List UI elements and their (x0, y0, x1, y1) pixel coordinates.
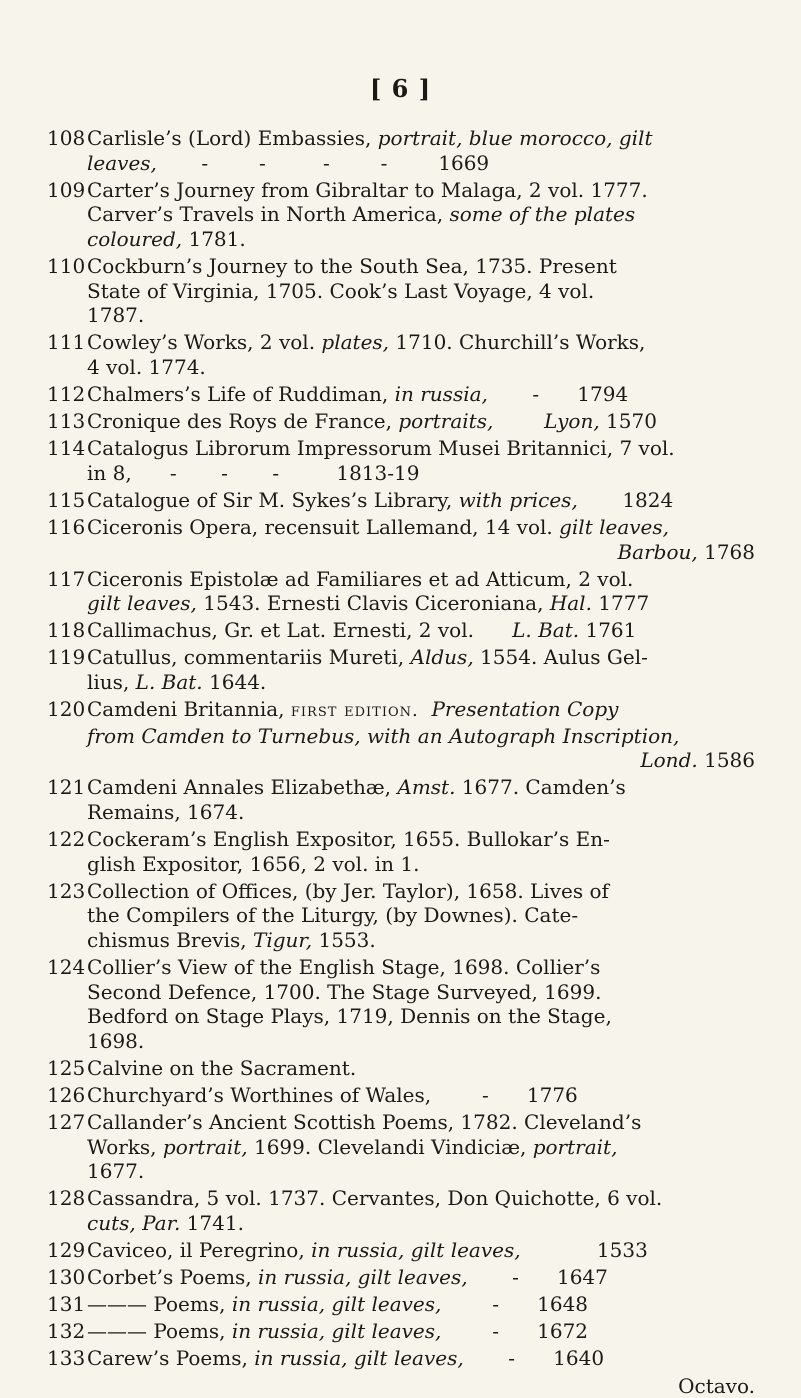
catalogue-entry (47, 645, 755, 694)
italic-text: leaves, (87, 150, 157, 175)
lot-number: 111 (47, 330, 86, 355)
entry-line (87, 724, 755, 749)
entry-text: Cockburn’s Journey to the South Sea, 1735. Present (87, 253, 617, 278)
entry-text: Remains, 1674. (87, 799, 245, 824)
entry-line (87, 279, 755, 304)
entry-line (87, 355, 755, 380)
entry-description (87, 1110, 755, 1184)
entry-line (87, 1319, 755, 1344)
catalogue-entry (47, 1346, 755, 1371)
italic-text: gilt leaves, (559, 514, 670, 539)
lot-number: 131 (47, 1292, 86, 1317)
catalogue-entry (47, 330, 755, 379)
entry-text: first edition. (290, 700, 419, 722)
italic-text: Lyon, (544, 409, 600, 434)
entry-text: chismus Brevis, (87, 927, 253, 952)
entry-line (87, 1265, 755, 1290)
catalogue-entry (47, 1056, 755, 1081)
entry-text: - 1647 (467, 1265, 608, 1290)
entry-line (87, 928, 755, 953)
entry-line (87, 618, 755, 643)
entry-text: 1781. (182, 226, 246, 251)
italic-text: Aldus, (410, 645, 474, 670)
entry-text: 1553. (312, 927, 376, 952)
entry-line (87, 567, 755, 592)
entry-text: 1677. Camden’s (455, 775, 626, 800)
entry-line (87, 697, 755, 724)
entry-text: Ciceronis Epistolæ ad Familiares et ad Atticum, 2 vol. (87, 566, 634, 591)
entry-line (87, 461, 755, 486)
entry-text: Calvine on the Sacrament. (87, 1055, 357, 1080)
catalogue-entry (47, 126, 755, 175)
catalogue-entry (47, 697, 755, 773)
lot-number: 109 (47, 177, 86, 202)
entry-text: 4 vol. 1774. (87, 354, 206, 379)
entry-description (87, 1083, 755, 1108)
entry-text: Ciceronis Opera, recensuit Lallemand, 14 vol. (87, 514, 560, 539)
entry-line (87, 227, 755, 252)
lot-number: 132 (47, 1319, 86, 1344)
entry-description (87, 697, 755, 773)
italic-text: L. Bat. (135, 669, 203, 694)
lot-number: 133 (47, 1346, 86, 1371)
catalogue-entry (47, 409, 755, 434)
section-label: Octavo. (678, 1373, 755, 1398)
catalogue-entry (47, 1238, 755, 1263)
italic-text: portrait, (162, 1134, 248, 1159)
entry-description (87, 409, 755, 434)
italic-text: in russia, gilt leaves, (254, 1346, 464, 1371)
lot-number: 121 (47, 775, 86, 800)
entry-description (87, 382, 755, 407)
lot-number: 118 (47, 618, 86, 643)
catalogue-entry (47, 567, 755, 616)
entry-text: Second Defence, 1700. The Stage Surveyed, 1699. (87, 979, 602, 1004)
entry-description (87, 1346, 755, 1371)
entry-line (87, 1211, 755, 1236)
entry-text: Corbet’s Poems, (87, 1265, 259, 1290)
entry-line (87, 202, 755, 227)
entry-line (87, 1110, 755, 1135)
catalogue-entry (47, 1319, 755, 1344)
entry-line (87, 645, 755, 670)
entry-line (87, 955, 755, 980)
entry-line (87, 591, 755, 616)
lot-number: 114 (47, 436, 86, 461)
entry-description (87, 618, 755, 643)
entry-description (87, 1186, 755, 1235)
entry-text (493, 409, 544, 433)
entry-description (87, 1265, 755, 1290)
entry-text: 1543. Ernesti Clavis Ciceroniana, (196, 591, 550, 616)
entry-text: 1586 (697, 748, 755, 773)
entry-line (87, 178, 755, 203)
lot-number: 115 (47, 487, 86, 512)
entry-text: Catullus, commentariis Mureti, (87, 645, 411, 670)
entry-text: Carew’s Poems, (87, 1346, 255, 1371)
entry-text: 1698. (87, 1028, 145, 1053)
entry-line (87, 330, 755, 355)
entry-text: 1741. (180, 1210, 244, 1235)
catalogue-entry (47, 436, 755, 485)
entry-line (87, 748, 755, 773)
italic-text: Lond. (640, 748, 698, 773)
italic-text: Tigur, (252, 927, 313, 952)
catalogue-entry (47, 775, 755, 824)
catalogue-entry (47, 1292, 755, 1317)
entry-description (87, 1056, 755, 1081)
entry-line (87, 409, 755, 434)
lot-number: 124 (47, 955, 86, 979)
entry-line (87, 852, 755, 877)
entry-text: 1768 (697, 539, 755, 564)
entry-text: Cronique des Roys de France, (87, 409, 399, 434)
entry-text: 1677. (87, 1159, 145, 1184)
italic-text: in russia, gilt leaves, (311, 1238, 521, 1263)
entry-line (87, 1186, 755, 1211)
entry-line (87, 1346, 755, 1371)
catalogue-entry (47, 879, 755, 953)
entry-text: 1824 (577, 487, 674, 512)
lot-number: 113 (47, 409, 86, 434)
italic-text: Amst. (397, 775, 456, 800)
entry-line (87, 1292, 755, 1317)
entry-text: 1710. Churchill’s Works, (389, 330, 646, 355)
entry-line (87, 980, 755, 1005)
catalogue-entry (47, 1110, 755, 1184)
entry-text: the Compilers of the Liturgy, (by Downes). Cate- (87, 903, 579, 928)
italic-text: Barbou, (617, 539, 698, 564)
catalogue-entry (47, 178, 755, 252)
lot-number: 119 (47, 645, 86, 670)
entry-description (87, 254, 755, 328)
entry-description (87, 515, 755, 564)
catalogue-entry (47, 955, 755, 1053)
entry-description (87, 955, 755, 1053)
italic-text: in russia, (394, 381, 488, 406)
entry-description (87, 567, 755, 616)
entry-line (87, 879, 755, 904)
entry-line (87, 1135, 755, 1160)
entry-line (87, 827, 755, 852)
entry-text: - - - - 1669 (156, 150, 490, 175)
entry-line (87, 1004, 755, 1029)
entry-text: - 1648 (441, 1292, 589, 1317)
lot-number: 125 (47, 1055, 86, 1080)
entry-text: 1570 (599, 409, 657, 434)
entry-text: Callander’s Ancient Scottish Poems, 1782. Cleveland’s (87, 1110, 642, 1135)
lot-number: 127 (47, 1110, 86, 1135)
entry-text: 1699. Clevelandi Vindiciæ, (247, 1134, 533, 1159)
entry-text: Works, (87, 1134, 163, 1159)
lot-number: 116 (47, 514, 86, 539)
lot-number: 128 (47, 1186, 86, 1211)
entry-line (87, 488, 755, 513)
entry-text: glish Expositor, 1656, 2 vol. in 1. (87, 851, 420, 876)
entry-line (87, 903, 755, 928)
entry-description (87, 1238, 755, 1263)
entry-line (87, 775, 755, 800)
entry-description (87, 178, 755, 252)
entry-line (87, 540, 755, 565)
entry-description (87, 330, 755, 379)
entry-text: 1777 (591, 591, 650, 616)
entry-text: Carver’s Travels in North America, (87, 202, 450, 227)
lot-number: 117 (47, 566, 86, 591)
entry-text: Catalogue of Sir M. Sykes’s Library, (87, 487, 459, 512)
entry-text: ——— Poems, (87, 1292, 232, 1317)
entry-line (87, 1029, 755, 1054)
entry-line (87, 515, 755, 540)
lot-number: 126 (47, 1082, 86, 1107)
italic-text: some of the plates (449, 202, 636, 227)
entry-line (87, 151, 755, 176)
entry-description (87, 126, 755, 175)
italic-text: with prices, (458, 487, 578, 512)
entry-text: Camdeni Britannia, (87, 697, 291, 722)
entry-text: Carlisle’s (Lord) Embassies, (87, 126, 378, 150)
lot-number: 110 (47, 253, 86, 278)
entry-text: 1644. (202, 669, 267, 694)
entry-text: lius, (87, 669, 136, 694)
entry-text: Cassandra, 5 vol. 1737. Cervantes, Don Quichotte, 6 vol. (87, 1186, 663, 1211)
catalogue-list (47, 126, 755, 1398)
entry-text: Carter’s Journey from Gibraltar to Malaga, 2 vol. 1777. (87, 177, 648, 202)
entry-text: Cockeram’s English Expositor, 1655. Bullokar’s En- (87, 827, 610, 852)
entry-text: Camdeni Annales Elizabethæ, (87, 775, 398, 800)
italic-text: Presentation Copy (431, 697, 619, 722)
italic-text: in russia, gilt leaves, (231, 1292, 442, 1317)
entry-description (87, 775, 755, 824)
entry-line (87, 382, 755, 407)
lot-number: 108 (47, 126, 86, 150)
entry-text: Catalogus Librorum Impressorum Musei Britannici, 7 vol. (87, 436, 675, 461)
entry-line (87, 126, 755, 151)
italic-text: in russia, gilt leaves, (231, 1319, 442, 1344)
entry-text: Collection of Offices, (by Jer. Taylor), 1658. Lives of (87, 878, 609, 903)
entry-text: Chalmers’s Life of Ruddiman, (87, 381, 395, 406)
catalogue-entry (47, 488, 755, 513)
entry-text: 1533 (520, 1238, 648, 1263)
italic-text: cuts, Par. (87, 1210, 181, 1235)
catalogue-entry (47, 1265, 755, 1290)
entry-text: 1554. Aulus Gel- (473, 645, 648, 670)
entry-text: - 1640 (463, 1346, 605, 1371)
entry-line (87, 254, 755, 279)
entry-line (87, 670, 755, 695)
catalogue-entry (47, 254, 755, 328)
italic-text: plates, (321, 330, 390, 355)
entry-line (87, 1159, 755, 1184)
entry-description (87, 1319, 755, 1344)
entry-text (419, 697, 432, 721)
entry-text: 1761 (579, 618, 637, 643)
lot-number: 112 (47, 381, 86, 406)
entry-description (87, 645, 755, 694)
entry-text: Caviceo, il Peregrino, (87, 1238, 312, 1263)
catalogue-entry (47, 1083, 755, 1108)
entry-line (87, 436, 755, 461)
italic-text: portrait, blue morocco, gilt (377, 126, 653, 150)
entry-line (87, 1083, 755, 1108)
entry-text: State of Virginia, 1705. Cook’s Last Voyage, 4 vol. (87, 278, 595, 303)
entry-text: - 1794 (487, 381, 629, 406)
entry-line (87, 1238, 755, 1263)
italic-text: gilt leaves, (87, 591, 197, 616)
lot-number: 130 (47, 1265, 86, 1290)
entry-text: Bedford on Stage Plays, 1719, Dennis on the Stage, (87, 1004, 612, 1029)
entry-description (87, 827, 755, 876)
catalogue-entry (47, 382, 755, 407)
entry-text: Churchyard’s Worthines of Wales, - 1776 (87, 1082, 578, 1107)
lot-number: 120 (47, 697, 86, 722)
entry-text: 1787. (87, 303, 145, 328)
entry-line (87, 800, 755, 825)
entry-text: Callimachus, Gr. et Lat. Ernesti, 2 vol. (87, 618, 513, 643)
italic-text: in russia, gilt leaves, (258, 1265, 468, 1290)
italic-text: portraits, (398, 409, 494, 434)
italic-text: coloured, (87, 226, 183, 251)
catalogue-entry (47, 827, 755, 876)
catalogue-entry (47, 618, 755, 643)
italic-text: from Camden to Turnebus, with an Autograph Inscription, (87, 723, 680, 748)
lot-number: 122 (47, 827, 86, 852)
entry-line (87, 303, 755, 328)
entry-description (87, 1292, 755, 1317)
italic-text: Hal. (549, 591, 592, 616)
lot-number: 123 (47, 878, 86, 903)
entry-description (87, 488, 755, 513)
entry-description (87, 436, 755, 485)
entry-text: in 8, - - - 1813-19 (87, 460, 420, 485)
catalogue-entry (47, 1186, 755, 1235)
page-number: [ 6 ] (369, 74, 432, 103)
catalogue-entry (47, 515, 755, 564)
entry-text: - 1672 (441, 1319, 589, 1344)
entry-text: ——— Poems, (87, 1319, 232, 1344)
lot-number: 129 (47, 1238, 86, 1263)
entry-description (87, 879, 755, 953)
entry-line (87, 1056, 755, 1081)
entry-text: Cowley’s Works, 2 vol. (87, 330, 322, 355)
italic-text: portrait, (532, 1134, 618, 1159)
italic-text: L. Bat. (512, 618, 580, 643)
entry-text: Collier’s View of the English Stage, 1698. Collier’s (87, 955, 601, 979)
